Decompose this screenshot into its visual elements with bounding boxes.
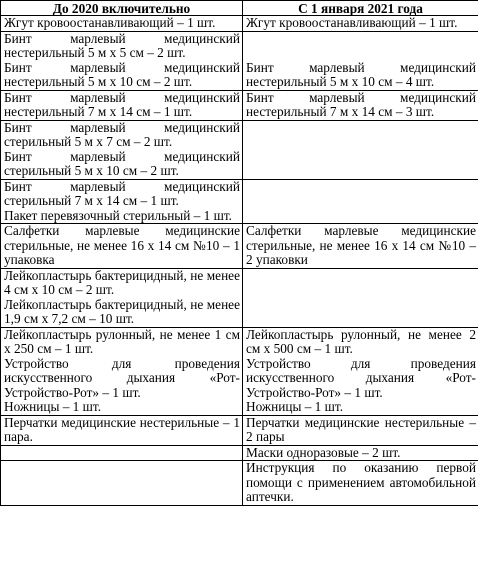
cell-from-2021 bbox=[243, 16, 478, 32]
item-text: Перчатки медицинские нестерильные – 2 пары bbox=[246, 414, 476, 444]
column-header-until-2020: До 2020 включительно bbox=[1, 1, 243, 16]
item-text: Пакет перевязочный стерильный – 1 шт. bbox=[4, 207, 233, 223]
table-row bbox=[1, 120, 478, 179]
item-text: Салфетки марлевые медицинские стерильные, не менее 16 х 14 см №10 – 2 упаковки bbox=[246, 223, 476, 267]
item-text: Бинт марлевый медицинский нестерильный 5 м х 5 см – 2 шт. bbox=[4, 30, 240, 60]
table-row bbox=[1, 327, 478, 415]
table-row bbox=[1, 415, 478, 445]
cell-from-2021 bbox=[243, 224, 478, 269]
item-text: Жгут кровоостанавливающий – 1 шт. bbox=[4, 15, 216, 30]
item-text: Устройство для проведения искусственного дыхания «Рот-Устройство-Рот» – 1 шт. bbox=[246, 355, 476, 400]
cell-from-2021 bbox=[243, 415, 478, 445]
item-text: Ножницы – 1 шт. bbox=[4, 399, 102, 414]
item-text: Салфетки марлевые медицинские стерильные, не менее 16 х 14 см №10 – 1 упаковка bbox=[4, 223, 240, 267]
item-text: Перчатки медицинские нестерильные – 1 пара. bbox=[4, 414, 240, 444]
cell-until-2020 bbox=[1, 16, 243, 32]
item-text: Бинт марлевый медицинский нестерильный 5 м х 10 см – 2 шт. bbox=[4, 59, 240, 89]
item-text: Лейкопластырь рулонный, не менее 1 см х 250 см – 1 шт. bbox=[4, 326, 240, 356]
cell-until-2020 bbox=[1, 224, 243, 269]
item-text: Жгут кровоостанавливающий – 1 шт. bbox=[246, 15, 458, 30]
table-row bbox=[1, 31, 478, 90]
item-text: Бинт марлевый медицинский стерильный 5 м х 10 см – 2 шт. bbox=[4, 148, 240, 178]
item-text: Лейкопластырь бактерицидный, не менее 1,9 см х 7,2 см – 10 шт. bbox=[4, 296, 240, 326]
cell-from-2021 bbox=[243, 327, 478, 415]
item-text: Бинт марлевый медицинский нестерильный 5 м х 10 см – 4 шт. bbox=[246, 59, 476, 89]
item-text: Бинт марлевый медицинский стерильный 5 м х 7 см – 2 шт. bbox=[4, 119, 240, 149]
item-text: Маски одноразовые – 2 шт. bbox=[246, 444, 401, 460]
cell-until-2020 bbox=[1, 90, 243, 120]
item-text: Бинт марлевый медицинский нестерильный 7 м х 14 см – 3 шт. bbox=[246, 89, 476, 119]
item-text: Лейкопластырь рулонный, не менее 2 см х 500 см – 1 шт. bbox=[246, 326, 476, 356]
item-text: Инструкция по оказанию первой помощи с применением автомобильной аптечки. bbox=[246, 460, 476, 504]
item-text: Бинт марлевый медицинский стерильный 7 м х 14 см – 1 шт. bbox=[4, 178, 240, 208]
table-row bbox=[1, 268, 478, 327]
cell-until-2020 bbox=[1, 268, 243, 327]
cell-until-2020 bbox=[1, 327, 243, 415]
table-row bbox=[1, 445, 478, 461]
item-text: Ножницы – 1 шт. bbox=[246, 399, 344, 414]
cell-until-2020 bbox=[1, 31, 243, 90]
cell-from-2021 bbox=[243, 90, 478, 120]
cell-until-2020 bbox=[1, 120, 243, 179]
table-row bbox=[1, 90, 478, 120]
column-header-from-2021: С 1 января 2021 года bbox=[243, 1, 478, 16]
table-row bbox=[1, 461, 478, 506]
table-row bbox=[1, 16, 478, 32]
cell-from-2021 bbox=[243, 461, 478, 506]
cell-from-2021 bbox=[243, 445, 478, 461]
cell-until-2020 bbox=[1, 179, 243, 224]
table-header-row bbox=[1, 1, 478, 16]
cell-from-2021-empty bbox=[243, 120, 478, 179]
cell-from-2021 bbox=[243, 31, 478, 90]
item-text: Бинт марлевый медицинский нестерильный 7 м х 14 см – 1 шт. bbox=[4, 89, 240, 119]
cell-from-2021-empty bbox=[243, 268, 478, 327]
table-row bbox=[1, 179, 478, 224]
item-text: Лейкопластырь бактерицидный, не менее 4 см х 10 см – 2 шт. bbox=[4, 267, 240, 297]
cell-until-2020-empty bbox=[1, 445, 243, 461]
cell-from-2021-empty bbox=[243, 179, 478, 224]
item-text: Устройство для проведения искусственного дыхания «Рот-Устройство-Рот» – 1 шт. bbox=[4, 355, 240, 400]
table-row bbox=[1, 224, 478, 269]
cell-until-2020-empty bbox=[1, 461, 243, 506]
cell-until-2020 bbox=[1, 415, 243, 445]
